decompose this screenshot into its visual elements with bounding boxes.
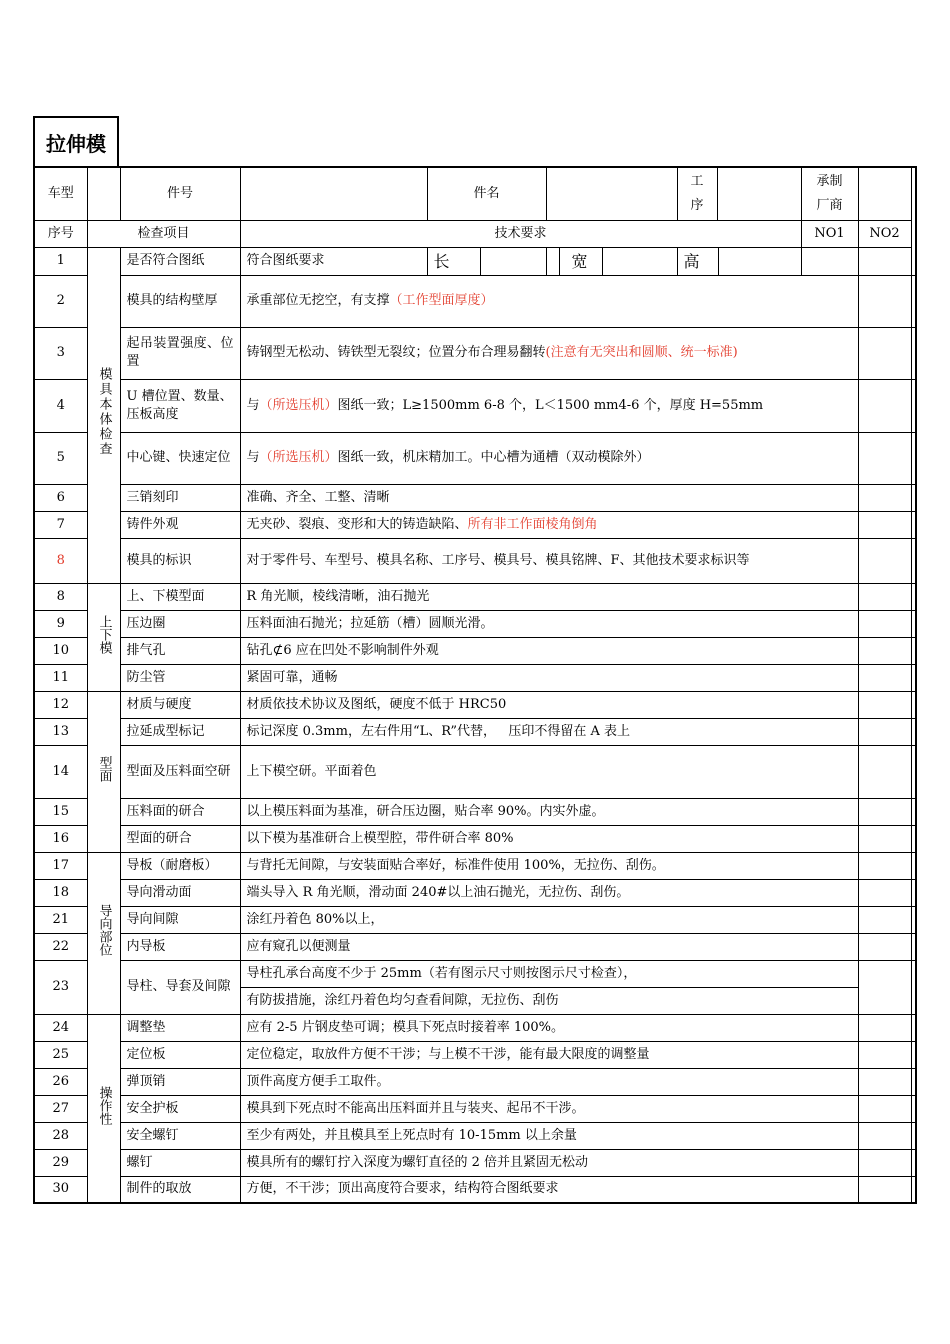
row-item: 定位板 [120, 1041, 240, 1068]
no1-check[interactable] [858, 745, 911, 798]
no1-check[interactable] [858, 960, 911, 1014]
row-item: 型面的研合 [120, 825, 240, 852]
row-item: 型面及压料面空研 [120, 745, 240, 798]
part-no-label: 件号 [120, 167, 240, 220]
no1-check[interactable] [858, 484, 911, 511]
row-req [240, 275, 858, 327]
dimension-height [677, 247, 801, 275]
row-seq: 18 [34, 879, 87, 906]
row-req: 导柱孔承台高度不少于 25mm（若有图示尺寸则按图示尺寸检查）， [240, 960, 858, 987]
category-upper-lower [87, 583, 120, 691]
process-label-line1: 工 [690, 173, 704, 189]
row-req: 至少有两处，并且模具至上死点时有 10-15mm 以上余量 [240, 1122, 858, 1149]
category-surface [87, 691, 120, 852]
no1-check[interactable] [858, 1095, 911, 1122]
no1-check[interactable] [801, 247, 858, 275]
row-seq: 9 [34, 610, 87, 637]
subheader-row [34, 220, 916, 247]
category-guide-label: 导向部位 [96, 904, 112, 956]
row-seq: 23 [34, 960, 87, 1014]
row-req: 端头导入 R 角光顺，滑动面 240#以上油石抛光，无拉伤、刮伤。 [240, 879, 858, 906]
row-req: 材质依技术协议及图纸，硬度不低于 HRC50 [240, 691, 858, 718]
table-row [34, 745, 916, 798]
row-req: 应有窥孔以便测量 [240, 933, 858, 960]
no1-check[interactable] [858, 1149, 911, 1176]
row-item: 制件的取放 [120, 1176, 240, 1203]
no2-check[interactable] [911, 960, 916, 1014]
row-req-highlight: （工作型面厚度） [389, 293, 494, 308]
no1-check[interactable] [858, 637, 911, 664]
row-item: 调整垫 [120, 1014, 240, 1041]
row-req-highlight: 所有非工作面棱角倒角 [467, 516, 598, 532]
row-seq: 11 [34, 664, 87, 691]
category-operation [87, 1014, 120, 1203]
row-seq: 21 [34, 906, 87, 933]
category-operation-label: 操作性 [96, 1085, 112, 1125]
no1-check[interactable] [858, 1122, 911, 1149]
no2-check[interactable] [911, 1149, 916, 1176]
part-name-label: 件名 [427, 167, 546, 220]
row-item: 是否符合图纸 [120, 247, 240, 275]
no2-check[interactable] [911, 1068, 916, 1095]
row-req: 压料面油石抛光；拉延筋（槽）圆顺光滑。 [240, 610, 858, 637]
table-row [34, 798, 916, 825]
row-seq: 4 [34, 379, 87, 432]
row-seq: 16 [34, 825, 87, 852]
table-row [34, 610, 916, 637]
row-item: 排气孔 [120, 637, 240, 664]
no1-check[interactable] [858, 538, 911, 583]
row-req: 紧固可靠，通畅 [240, 664, 858, 691]
row-req-text: 无夹砂、裂痕、变形和大的铸造缺陷、 [246, 516, 468, 532]
no2-check[interactable] [911, 1095, 916, 1122]
row-item: 压边圈 [120, 610, 240, 637]
dimension-width [546, 247, 677, 275]
no2-check[interactable] [911, 718, 916, 745]
row-req [240, 511, 858, 538]
dimension-length [427, 247, 546, 275]
category-guide [87, 852, 120, 1014]
row-item: 铸件外观 [120, 511, 240, 538]
table-row [34, 1014, 916, 1041]
row-item: 导向滑动面 [120, 879, 240, 906]
no2-check[interactable] [911, 664, 916, 691]
row-seq: 8 [34, 538, 87, 583]
no2-check[interactable] [911, 852, 916, 879]
row-item: 材质与硬度 [120, 691, 240, 718]
row-seq: 29 [34, 1149, 87, 1176]
no2-check[interactable] [911, 432, 916, 484]
row-req-prefix: 与 [246, 397, 260, 413]
row-req: 对于零件号、车型号、模具名称、工序号、模具号、模具铭牌、F、其他技术要求标识等 [240, 538, 858, 583]
table-row [34, 691, 916, 718]
part-name-value[interactable] [546, 167, 677, 220]
no2-check[interactable] [911, 1014, 916, 1041]
table-row [34, 511, 916, 538]
row-item: 导板（耐磨板） [120, 852, 240, 879]
row-item: 内导板 [120, 933, 240, 960]
table-row [34, 879, 916, 906]
row-seq: 30 [34, 1176, 87, 1203]
no2-check[interactable] [911, 1122, 916, 1149]
table-row [34, 583, 916, 610]
row-item: 安全护板 [120, 1095, 240, 1122]
row-seq: 12 [34, 691, 87, 718]
table-row [34, 825, 916, 852]
no1-check[interactable] [858, 718, 911, 745]
row-req: 钻孔⊄6 应在凹处不影响制件外观 [240, 637, 858, 664]
row-req-prefix: 与 [246, 450, 260, 465]
row-item: 弹顶销 [120, 1068, 240, 1095]
no2-check[interactable] [911, 275, 916, 327]
no2-check[interactable] [911, 538, 916, 583]
process-label-line2: 序 [690, 197, 704, 213]
no2-header: NO2 [858, 220, 911, 247]
row-req: 应有 2-5 片钢皮垫可调；模具下死点时接着率 100%。 [240, 1014, 858, 1041]
no2-check[interactable] [911, 1041, 916, 1068]
no2-check[interactable] [911, 825, 916, 852]
part-no-value[interactable] [240, 167, 427, 220]
table-row [34, 960, 916, 987]
row-req: 准确、齐全、工整、清晰 [240, 484, 858, 511]
row-req: 上下模空研。平面着色 [240, 745, 858, 798]
no2-check[interactable] [911, 933, 916, 960]
row-item: 安全螺钉 [120, 1122, 240, 1149]
no2-check[interactable] [911, 379, 916, 432]
table-row [34, 538, 916, 583]
row-req: 符合图纸要求 [240, 247, 427, 275]
category-upper-lower-label: 上下模 [96, 614, 112, 654]
no1-check[interactable] [858, 691, 911, 718]
row-req: 模具所有的螺钉拧入深度为螺钉直径的 2 倍并且紧固无松动 [240, 1149, 858, 1176]
no1-check[interactable] [858, 583, 911, 610]
row-req: 模具到下死点时不能高出压料面并且与装夹、起吊不干涉。 [240, 1095, 858, 1122]
category-body-label: 模具本体检查 [96, 367, 112, 457]
category-body [87, 247, 120, 583]
row-req-continued: 有防拔措施，涂红丹着色均匀查看间隙，无拉伤、刮伤 [240, 987, 858, 1014]
no2-check[interactable] [911, 745, 916, 798]
table-row [34, 1041, 916, 1068]
row-req: 以下模为基准研合上模型腔，带件研合率 80% [240, 825, 858, 852]
no2-check[interactable] [911, 583, 916, 610]
width-label: 宽 [560, 248, 603, 275]
no1-check[interactable] [858, 798, 911, 825]
no1-check[interactable] [858, 879, 911, 906]
no2-check[interactable] [911, 1176, 916, 1203]
row-req: 方便，不干涉；顶出高度符合要求，结构符合图纸要求 [240, 1176, 858, 1203]
height-label: 高 [678, 248, 719, 275]
row-item: 上、下模型面 [120, 583, 240, 610]
no2-check[interactable] [911, 637, 916, 664]
row-req: 定位稳定，取放件方便不干涉；与上模不干涉，能有最大限度的调整量 [240, 1041, 858, 1068]
row-item: 模具的标识 [120, 538, 240, 583]
maker-label-line1: 承制 [816, 173, 843, 189]
table-row [34, 906, 916, 933]
row-item: 导向间隙 [120, 906, 240, 933]
row-req-text: 图纸一致，机床精加工。中心槽为通槽（双动模除外） [337, 450, 650, 465]
row-seq: 6 [34, 484, 87, 511]
item-header: 检查项目 [87, 220, 240, 247]
row-req: 标记深度 0.3mm，左右件用“L、R”代替， 压印不得留在 A 表上 [240, 718, 858, 745]
table-row [34, 852, 916, 879]
no1-check[interactable] [858, 379, 911, 432]
row-seq: 13 [34, 718, 87, 745]
maker-value[interactable] [858, 167, 911, 220]
no2-check[interactable] [911, 798, 916, 825]
row-req-highlight: （所选压机） [259, 450, 338, 465]
car-type-label: 车型 [34, 167, 87, 220]
req-header: 技术要求 [240, 220, 801, 247]
table-row [34, 275, 916, 327]
row-item: 起吊装置强度、位置 [120, 327, 240, 379]
row-item: 模具的结构壁厚 [120, 275, 240, 327]
row-seq: 15 [34, 798, 87, 825]
row-req: 以上模压料面为基准，研合压边圈，贴合率 90%。内实外虚。 [240, 798, 858, 825]
row-seq: 24 [34, 1014, 87, 1041]
header-row [34, 167, 916, 220]
row-req-highlight: （所选压机） [259, 397, 338, 413]
no1-check[interactable] [858, 327, 911, 379]
row-seq: 7 [34, 511, 87, 538]
row-item: 压料面的研合 [120, 798, 240, 825]
no1-check[interactable] [858, 933, 911, 960]
no1-check[interactable] [858, 610, 911, 637]
row-seq: 28 [34, 1122, 87, 1149]
row-seq: 2 [34, 275, 87, 327]
seq-header: 序号 [34, 220, 87, 247]
row-item: 三销刻印 [120, 484, 240, 511]
table-row [34, 637, 916, 664]
row-seq: 3 [34, 327, 87, 379]
no1-check[interactable] [858, 852, 911, 879]
row-seq: 8 [34, 583, 87, 610]
row-seq: 10 [34, 637, 87, 664]
table-row [34, 1122, 916, 1149]
no1-header: NO1 [801, 220, 858, 247]
row-req [240, 379, 858, 432]
no2-check[interactable] [911, 484, 916, 511]
table-row [34, 1095, 916, 1122]
row-req-highlight: (注意有无突出和圆顺、统一标准) [545, 345, 738, 360]
table-row [34, 1068, 916, 1095]
no1-check[interactable] [858, 1176, 911, 1203]
row-seq: 22 [34, 933, 87, 960]
no1-check[interactable] [858, 432, 911, 484]
length-label: 长 [428, 248, 481, 275]
table-row [34, 933, 916, 960]
table-row [34, 247, 916, 275]
no2-check[interactable] [911, 511, 916, 538]
row-seq: 26 [34, 1068, 87, 1095]
no1-check[interactable] [858, 275, 911, 327]
process-value[interactable] [717, 167, 801, 220]
table-row [34, 1176, 916, 1203]
row-seq: 17 [34, 852, 87, 879]
no2-check[interactable] [911, 879, 916, 906]
length-value-tail [547, 248, 560, 275]
no1-check[interactable] [858, 906, 911, 933]
no1-check[interactable] [858, 825, 911, 852]
row-seq: 25 [34, 1041, 87, 1068]
row-req: 顶件高度方便手工取件。 [240, 1068, 858, 1095]
no2-check[interactable] [911, 327, 916, 379]
table-row [34, 664, 916, 691]
row-req [240, 432, 858, 484]
row-item: 拉延成型标记 [120, 718, 240, 745]
table-row [34, 327, 916, 379]
row-req: 涂红丹着色 80%以上， [240, 906, 858, 933]
row-seq: 1 [34, 247, 87, 275]
inspection-table [33, 166, 917, 1204]
no2-check[interactable] [858, 247, 911, 275]
row-item: 螺钉 [120, 1149, 240, 1176]
no2-check[interactable] [911, 906, 916, 933]
car-type-value[interactable] [87, 167, 120, 220]
row-item: 防尘管 [120, 664, 240, 691]
row-req [240, 327, 858, 379]
table-row [34, 1149, 916, 1176]
no1-check[interactable] [858, 1041, 911, 1068]
row-req-text: 承重部位无挖空，有支撑 [246, 293, 390, 308]
row-seq: 27 [34, 1095, 87, 1122]
no1-check[interactable] [858, 1068, 911, 1095]
row-item: 导柱、导套及间隙 [120, 960, 240, 1014]
table-row [34, 379, 916, 432]
row-req-text: 铸钢型无松动、铸铁型无裂纹；位置分布合理易翻转 [246, 345, 546, 360]
row-item: 中心键、快速定位 [120, 432, 240, 484]
row-req-text: 图纸一致；L≥1500mm 6-8 个，L＜1500 mm4-6 个，厚度 H=55mm [337, 397, 764, 413]
row-seq: 5 [34, 432, 87, 484]
category-surface-label: 型面 [96, 755, 112, 782]
no1-check[interactable] [858, 511, 911, 538]
row-seq: 14 [34, 745, 87, 798]
table-row [34, 484, 916, 511]
table-row [34, 718, 916, 745]
row-req: 与背托无间隙，与安装面贴合率好，标准件使用 100%，无拉伤、刮伤。 [240, 852, 858, 879]
maker-label-line2: 厂商 [816, 197, 843, 213]
no2-check[interactable] [911, 691, 916, 718]
table-row [34, 432, 916, 484]
row-req: R 角光顺，棱线清晰，油石抛光 [240, 583, 858, 610]
no2-check[interactable] [911, 610, 916, 637]
row-item: U 槽位置、数量、压板高度 [120, 379, 240, 432]
no1-check[interactable] [858, 664, 911, 691]
document-title: 拉伸模 [33, 116, 119, 166]
process-label [677, 167, 717, 220]
maker-label [801, 167, 858, 220]
no1-check[interactable] [858, 1014, 911, 1041]
